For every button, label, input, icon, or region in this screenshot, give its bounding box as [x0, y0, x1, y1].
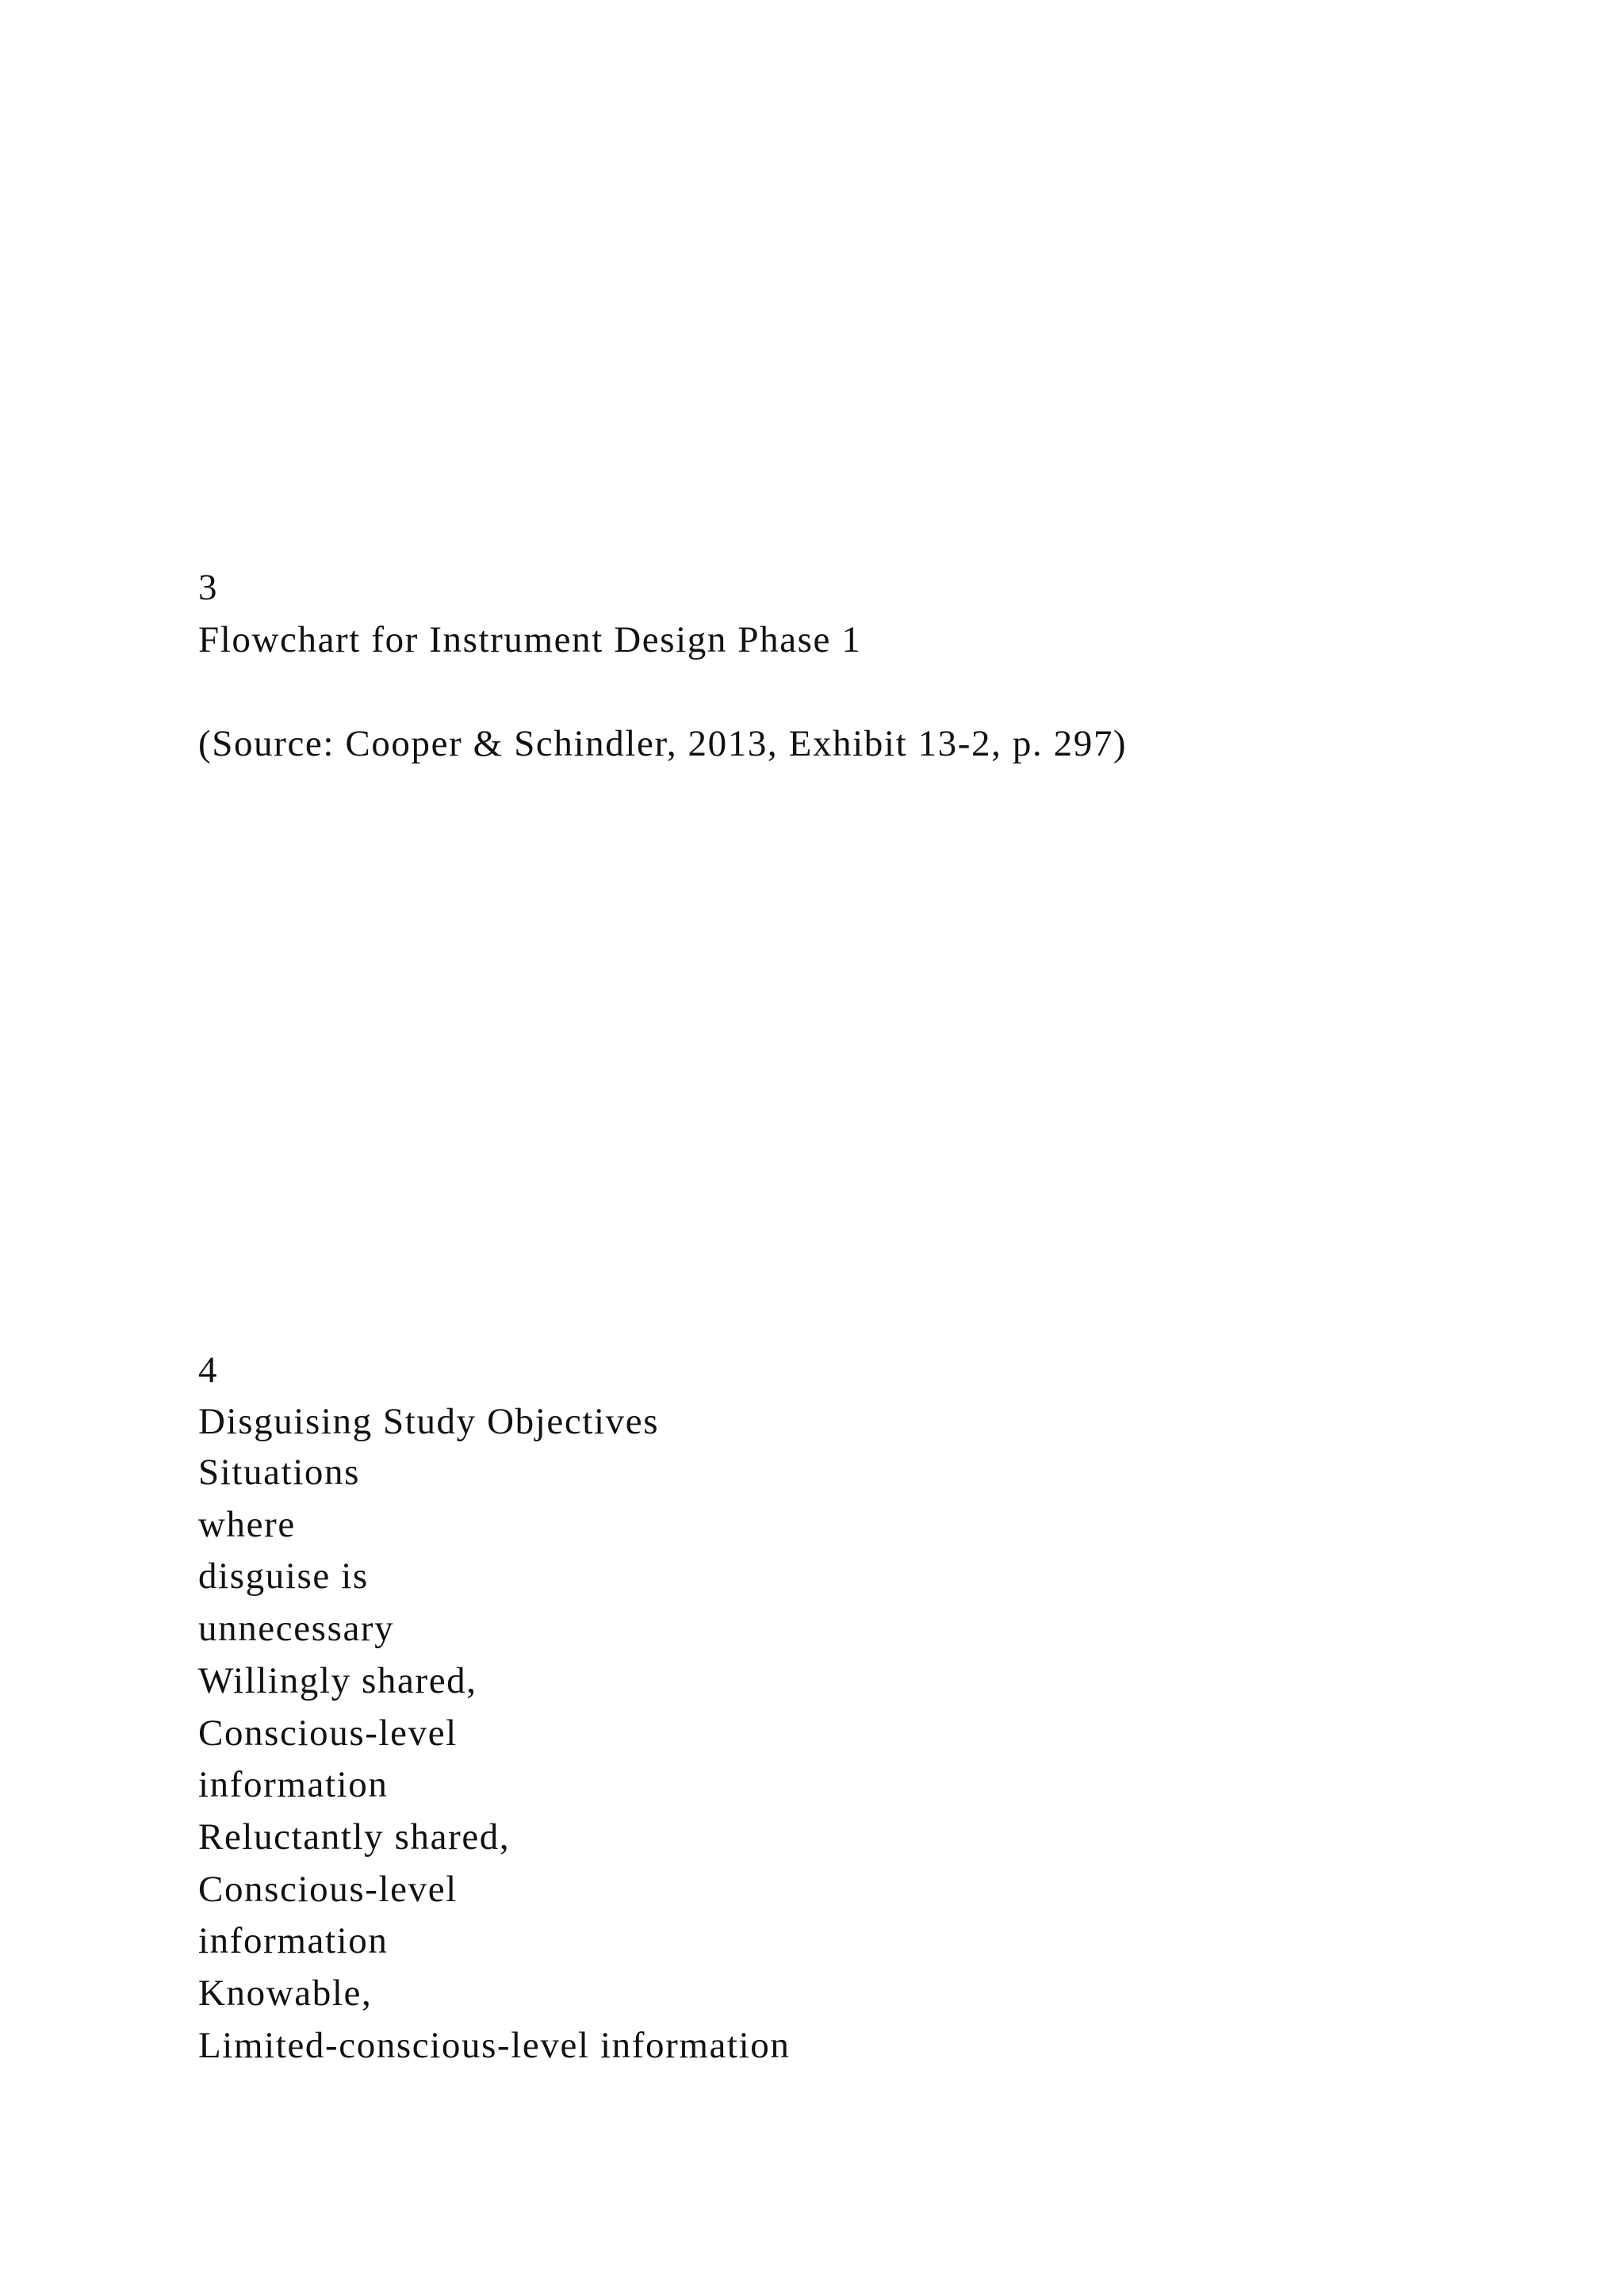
list-item: information — [198, 1920, 389, 1962]
slide-title-flowchart: Flowchart for Instrument Design Phase 1 — [198, 619, 862, 660]
list-item: Reluctantly shared, — [198, 1816, 511, 1858]
source-citation: (Source: Cooper & Schindler, 2013, Exhibit 13-2, p. 297) — [198, 723, 1128, 764]
list-item: unnecessary — [198, 1608, 395, 1650]
list-item: information — [198, 1764, 389, 1806]
disguise-situations-list — [198, 1447, 790, 2072]
list-item: Limited-conscious-level information — [198, 2024, 791, 2066]
list-item: Conscious-level — [198, 1868, 458, 1910]
list-item: Knowable, — [198, 1973, 373, 2015]
slide-number-4: 4 — [198, 1349, 219, 1391]
slide-title-disguising: Disguising Study Objectives — [198, 1401, 660, 1442]
list-item: where — [198, 1503, 296, 1545]
list-item: Conscious-level — [198, 1712, 458, 1754]
list-item: Situations — [198, 1452, 361, 1493]
list-item: Willingly shared, — [198, 1659, 477, 1701]
slide-number-3: 3 — [198, 567, 219, 608]
list-item: disguise is — [198, 1556, 369, 1598]
